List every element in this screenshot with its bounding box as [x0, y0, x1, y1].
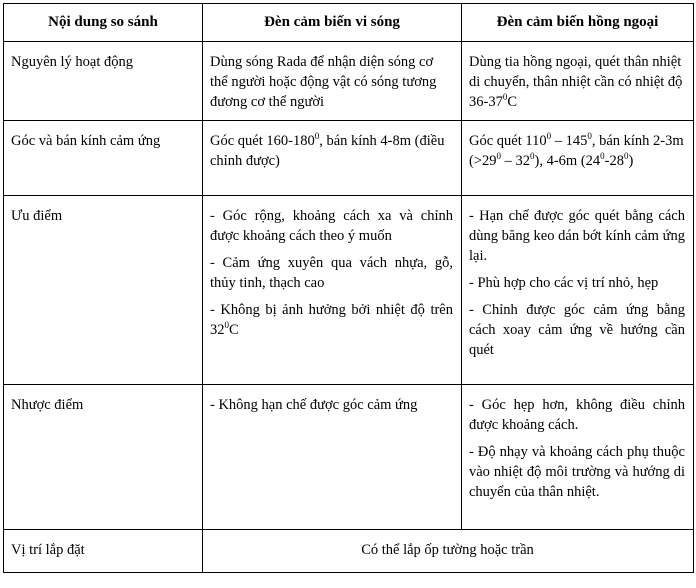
cell-text: - Không bị ảnh hưởng bởi nhiệt độ trên $32^0C$ — [210, 302, 453, 338]
infrared-cell — [462, 121, 694, 196]
header-row — [4, 4, 694, 42]
infrared-cell — [462, 196, 694, 385]
cell-text: Góc quét $110^0 - 145^0$, bán kính 2-3m $(>29^0 - 32^0)$, 4-6m $(24^0-28^0)$ — [469, 131, 684, 169]
cell-text: - Không hạn chế được góc cảm ứng — [210, 397, 418, 413]
cell-text: - Góc rộng, khoảng cách xa và chỉnh được khoảng cách theo ý muốn — [210, 208, 453, 244]
row-label: Góc và bán kính cảm ứng — [4, 121, 203, 196]
table-row — [4, 530, 694, 573]
cell-text: - Chỉnh được góc cảm ứng bằng cách xoay cảm ứng về hướng cần quét — [469, 302, 685, 358]
cell-text: - Phù hợp cho các vị trí nhỏ, hẹp — [469, 275, 659, 291]
table-row — [4, 196, 694, 385]
microwave-cell — [203, 196, 462, 385]
microwave-cell — [203, 385, 462, 530]
cell-text: Dùng tia hồng ngoại, quét thân nhiệt di chuyển, thân nhiệt cần có nhiệt độ $36-37^0C$ — [469, 54, 683, 110]
comparison-table — [3, 3, 694, 573]
cell-text: Dùng sóng Rada để nhận diện sóng cơ thể người hoặc động vật có sóng tương đương cơ thể người — [210, 54, 437, 110]
table-row — [4, 121, 694, 196]
cell-text: Góc quét $160-180^0$, bán kính 4-8m (điều chỉnh được) — [210, 131, 445, 169]
table-row — [4, 42, 694, 121]
infrared-cell — [462, 385, 694, 530]
microwave-cell — [203, 121, 462, 196]
cell-text: - Độ nhạy và khoảng cách phụ thuộc vào nhiệt độ môi trường và hướng di chuyển của thân nhiệt. — [469, 444, 685, 500]
row-label: Nhược điểm — [4, 385, 203, 530]
row-label: Vị trí lắp đặt — [4, 530, 203, 573]
table-row — [4, 385, 694, 530]
header-criteria: Nội dung so sánh — [4, 4, 203, 42]
microwave-cell — [203, 42, 462, 121]
row-label: Nguyên lý hoạt động — [4, 42, 203, 121]
row-label: Ưu điểm — [4, 196, 203, 385]
cell-text: - Góc hẹp hơn, không điều chỉnh được khoảng cách. — [469, 397, 685, 433]
cell-text: - Cảm ứng xuyên qua vách nhựa, gỗ, thủy tinh, thạch cao — [210, 255, 453, 291]
merged-cell: Có thể lắp ốp tường hoặc trần — [203, 530, 694, 573]
header-infrared-sensor-light: Đèn cảm biến hồng ngoại — [462, 4, 694, 42]
header-microwave-sensor-light: Đèn cảm biến vi sóng — [203, 4, 462, 42]
cell-text: - Hạn chế được góc quét bằng cách dùng băng keo dán bớt kính cảm ứng lại. — [469, 208, 685, 264]
infrared-cell — [462, 42, 694, 121]
